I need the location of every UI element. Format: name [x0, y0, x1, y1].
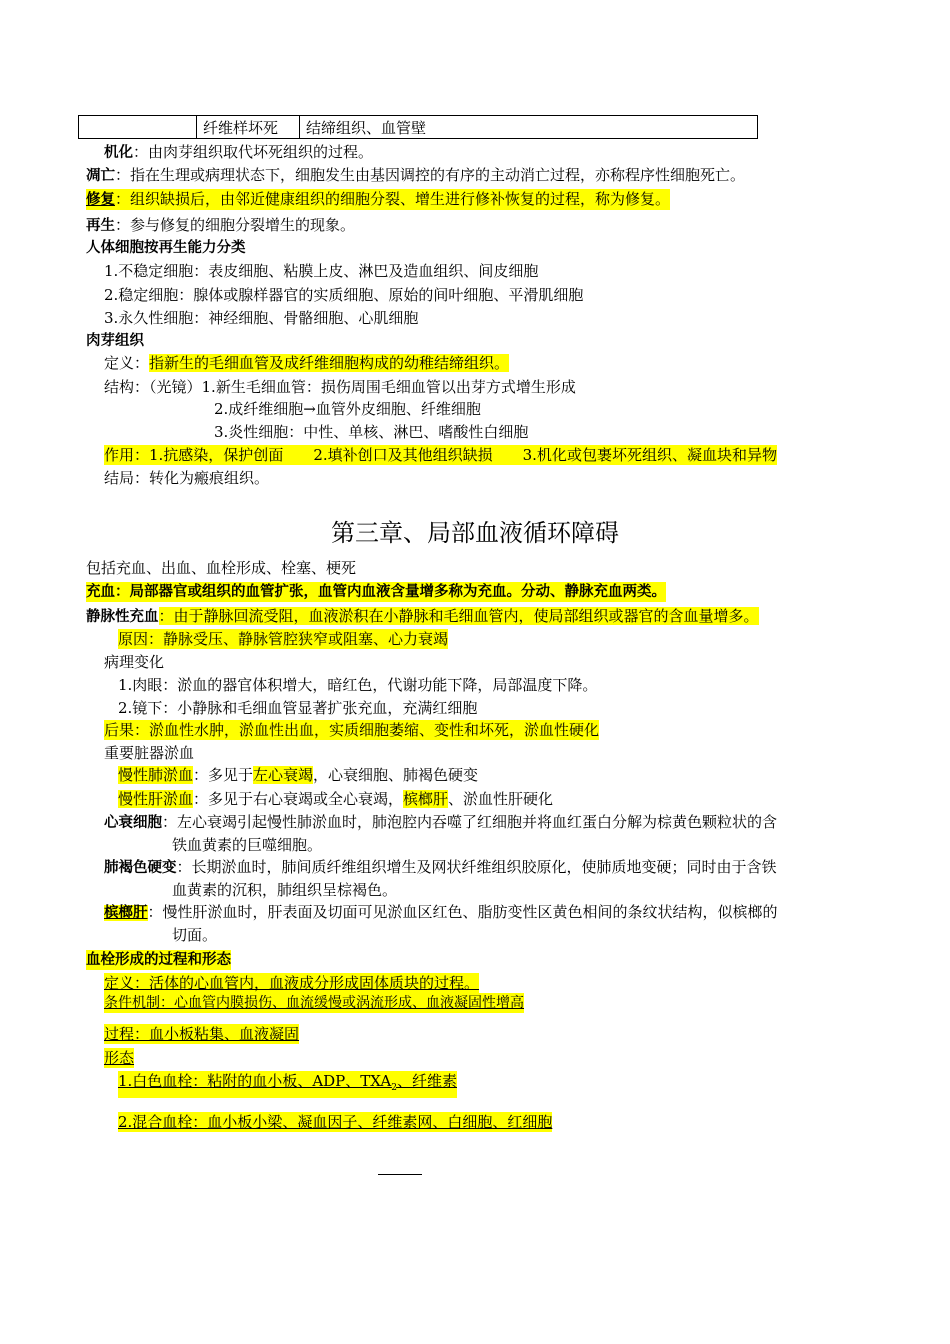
- chronic-lung-congestion: 慢性肺淤血：多见于左心衰竭，心衰细胞、肺褐色硬变: [118, 766, 479, 784]
- organization-def: 机化：由肉芽组织取代坏死组织的过程。: [104, 143, 374, 161]
- granulation-structure-2: 2.成纤维细胞→血管外皮细胞、纤维细胞: [214, 400, 481, 418]
- nutmeg-liver-def-2: 切面。: [172, 926, 218, 944]
- repair-def: 修复：组织缺损后，由邻近健康组织的细胞分裂、增生进行修补恢复的过程，称为修复。: [86, 190, 671, 208]
- venous-result: 后果：淤血性水肿，淤血性出血，实质细胞萎缩、变性和坏死，淤血性硬化: [104, 721, 600, 739]
- granulation-structure: 结构：（光镜）1.新生毛细血管：损伤周围毛细血管以出芽方式增生形成: [104, 378, 576, 396]
- chapter-title: 第三章、局部血液循环障碍: [331, 519, 619, 547]
- patho-title: 病理变化: [104, 653, 165, 671]
- chronic-liver-congestion: 慢性肝淤血：多见于右心衰竭或全心衰竭，槟榔肝、淤血性肝硬化: [118, 790, 554, 808]
- granulation-function: 作用：1.抗感染，保护创面 2.填补创口及其他组织缺损 3.机化或包裹坏死组织、凝血块和异物: [104, 446, 777, 464]
- list-item: 3.永久性细胞：神经细胞、骨骼细胞、心肌细胞: [104, 309, 419, 327]
- necrosis-table: [78, 115, 758, 139]
- heart-failure-cell-def-2: 铁血黄素的巨噬细胞。: [172, 836, 323, 854]
- footer-divider: [378, 1174, 422, 1175]
- list-item: 2.稳定细胞：腺体或腺样器官的实质细胞、原始的间叶细胞、平滑肌细胞: [104, 286, 584, 304]
- nutmeg-liver-def: 槟榔肝：慢性肝淤血时，肝表面及切面可见淤血区红色、脂肪变性区黄色相间的条纹状结构，似槟榔的: [104, 903, 778, 921]
- brown-induration-def: 肺褐色硬变：长期淤血时，肺间质纤维组织增生及网状纤维组织胶原化，使肺质地变硬；同时由于含铁: [104, 858, 777, 876]
- table-row: [79, 116, 758, 139]
- table-cell: 结缔组织、血管壁: [300, 116, 758, 139]
- granulation-structure-3: 3.炎性细胞：中性、单核、淋巴、嗜酸性白细胞: [214, 423, 529, 441]
- white-thrombus: 1.白色血栓：粘附的血小板、ADP、$TXA_2$、纤维素: [118, 1071, 457, 1098]
- list-item: 1.肉眼：淤血的器官体积增大，暗红色，代谢功能下降，局部温度下降。: [118, 676, 598, 694]
- hyperemia-def: 充血：局部器官或组织的血管扩张，血管内血液含量增多称为充血。分动、静脉充血两类。: [86, 584, 666, 600]
- regen-title: 人体细胞按再生能力分类: [86, 240, 246, 256]
- granulation-title: 肉芽组织: [86, 333, 144, 349]
- chapter-intro: 包括充血、出血、血栓形成、栓塞、梗死: [86, 559, 357, 577]
- granulation-outcome: 结局：转化为瘢痕组织。: [104, 469, 270, 487]
- heart-failure-cell-def: 心衰细胞：左心衰竭引起慢性肺淤血时，肺泡腔内吞噬了红细胞并将血红蛋白分解为棕黄色颗粒状的含: [104, 813, 778, 831]
- table-cell: 纤维样坏死: [197, 116, 300, 139]
- thrombus-def: 定义：活体的心血管内，血液成分形成固体质块的过程。: [104, 974, 480, 992]
- table-cell: [79, 116, 197, 139]
- apoptosis-def: 凋亡：指在生理或病理状态下，细胞发生由基因调控的有序的主动消亡过程，亦称程序性细胞死亡。: [86, 166, 746, 184]
- venous-cause: 原因：静脉受压、静脉管腔狭窄或阻塞、心力衰竭: [118, 630, 449, 648]
- thrombus-process: 过程：血小板粘集、血液凝固: [104, 1025, 300, 1043]
- thrombus-title: 血栓形成的过程和形态: [86, 952, 231, 968]
- list-item: 1.不稳定细胞：表皮细胞、粘膜上皮、淋巴及造血组织、间皮细胞: [104, 262, 539, 280]
- list-item: 2.镜下：小静脉和毛细血管显著扩张充血，充满红细胞: [118, 699, 478, 717]
- brown-induration-def-2: 血黄素的沉积，肺组织呈棕褐色。: [172, 881, 398, 899]
- thrombus-morphology: 形态: [104, 1049, 135, 1067]
- organs-title: 重要脏器淤血: [104, 744, 195, 762]
- mixed-thrombus: 2.混合血栓：血小板小梁、凝血因子、纤维素网、白细胞、红细胞: [118, 1113, 553, 1131]
- granulation-def: 定义：指新生的毛细血管及成纤维细胞构成的幼稚结缔组织。: [104, 354, 510, 372]
- regeneration-def: 再生：参与修复的细胞分裂增生的现象。: [86, 216, 356, 234]
- venous-def: 静脉性充血：由于静脉回流受阻，血液淤积在小静脉和毛细血管内，使局部组织或器官的含血量增多。: [86, 607, 759, 625]
- thrombus-conditions: 条件机制：心血管内膜损伤、血流缓慢或涡流形成、血液凝固性增高: [104, 995, 524, 1011]
